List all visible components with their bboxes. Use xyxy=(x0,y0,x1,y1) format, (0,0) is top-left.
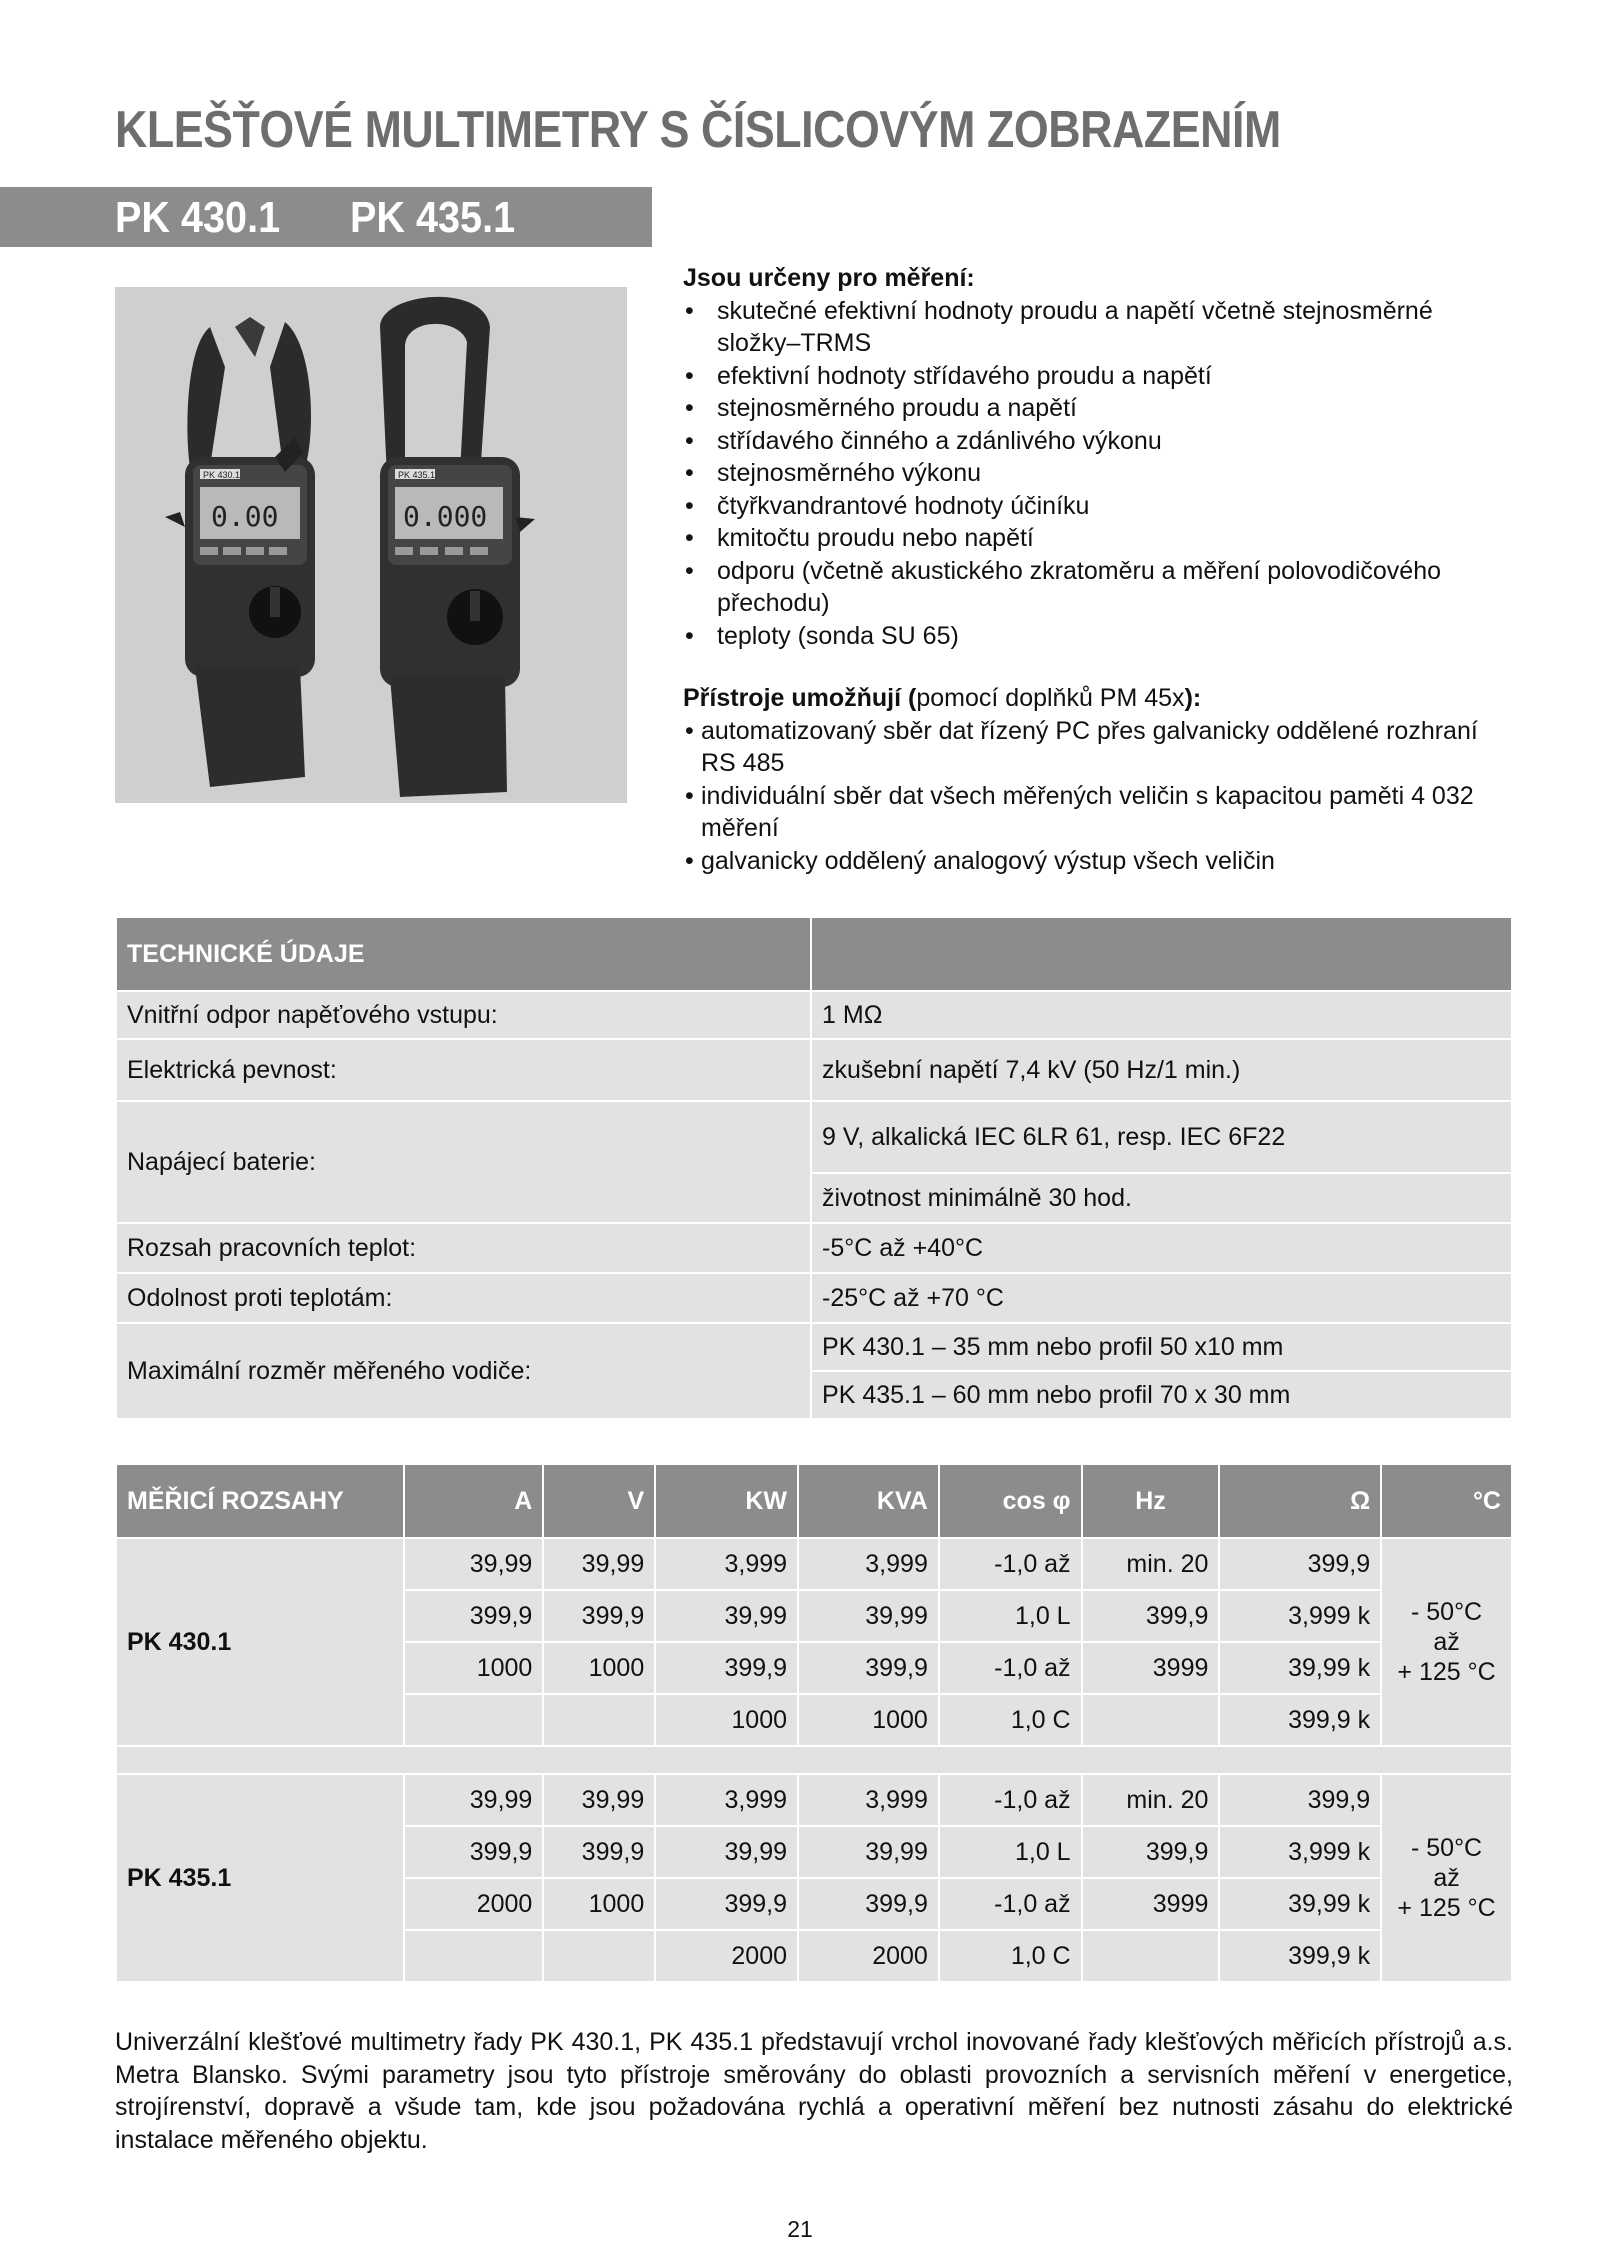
product-photo xyxy=(115,287,627,803)
table-cell-value: -25°C až +70 °C xyxy=(811,1273,1512,1323)
table-cell: 3,999 xyxy=(798,1538,939,1590)
list-item: • galvanicky oddělený analogový výstup všech veličin xyxy=(683,845,1513,878)
list-item: • čtyřkvandrantové hodnoty účiníku xyxy=(683,490,1513,523)
table-cell: 3999 xyxy=(1082,1642,1220,1694)
model-name-1: PK 430.1 xyxy=(115,193,281,242)
table-cell: 399,9 k xyxy=(1219,1694,1381,1746)
table-cell: 39,99 xyxy=(404,1774,544,1826)
table-cell xyxy=(404,1930,544,1982)
table-cell: 399,9 xyxy=(1219,1774,1381,1826)
temperature-range-cell: - 50°C až + 125 °C xyxy=(1381,1774,1512,1982)
table-cell xyxy=(1082,1930,1220,1982)
model-name-2: PK 435.1 xyxy=(350,193,516,242)
table-cell-label: Elektrická pevnost: xyxy=(116,1039,811,1101)
table-cell: 399,9 xyxy=(798,1878,939,1930)
temperature-range-cell: - 50°C až + 125 °C xyxy=(1381,1538,1512,1746)
table-cell: 1,0 C xyxy=(939,1694,1082,1746)
table-cell: 399,9 k xyxy=(1219,1930,1381,1982)
table-cell: 399,9 xyxy=(655,1642,798,1694)
table-row xyxy=(116,1774,1512,1826)
table-cell: -1,0 až xyxy=(939,1642,1082,1694)
section-heading-measurement: Jsou určeny pro měření: xyxy=(683,264,975,292)
column-header: Ω xyxy=(1219,1464,1381,1538)
model-cell: PK 435.1 xyxy=(116,1774,404,1982)
column-header: KW xyxy=(655,1464,798,1538)
table-cell: 1000 xyxy=(543,1878,655,1930)
table-cell xyxy=(543,1930,655,1982)
technical-data-table xyxy=(115,916,1513,1420)
measurement-list xyxy=(683,295,1513,653)
table-cell: min. 20 xyxy=(1082,1774,1220,1826)
list-item: • teploty (sonda SU 65) xyxy=(683,620,1513,653)
table-cell: 399,9 xyxy=(1219,1538,1381,1590)
page-number: 21 xyxy=(787,2216,813,2242)
column-header: A xyxy=(404,1464,544,1538)
table-cell: 39,99 xyxy=(543,1538,655,1590)
column-header: cos φ xyxy=(939,1464,1082,1538)
table-cell: -1,0 až xyxy=(939,1878,1082,1930)
table-cell: 1,0 L xyxy=(939,1826,1082,1878)
table-cell: 39,99 k xyxy=(1219,1642,1381,1694)
column-header: V xyxy=(543,1464,655,1538)
clamp-meters-illustration xyxy=(115,287,627,803)
table-cell: 399,9 xyxy=(1082,1590,1220,1642)
table-cell: 399,9 xyxy=(1082,1826,1220,1878)
table-separator-row xyxy=(116,1746,1512,1774)
list-item: • stejnosměrného proudu a napětí xyxy=(683,392,1513,425)
table-cell: 39,99 xyxy=(798,1590,939,1642)
capabilities-list xyxy=(683,715,1513,878)
table-cell: 1,0 L xyxy=(939,1590,1082,1642)
table-cell: 2000 xyxy=(798,1930,939,1982)
table-cell xyxy=(1082,1694,1220,1746)
table-cell: 3,999 k xyxy=(1219,1590,1381,1642)
table-cell: 2000 xyxy=(404,1878,544,1930)
table-cell: 2000 xyxy=(655,1930,798,1982)
table-cell-label: Odolnost proti teplotám: xyxy=(116,1273,811,1323)
table-cell: 399,9 xyxy=(404,1826,544,1878)
table-cell-value: 9 V, alkalická IEC 6LR 61, resp. IEC 6F22 xyxy=(811,1101,1512,1173)
column-header: Hz xyxy=(1082,1464,1220,1538)
model-band xyxy=(0,187,652,247)
table-cell: 399,9 xyxy=(543,1590,655,1642)
table-cell: 39,99 xyxy=(543,1774,655,1826)
list-item: • odporu (včetně akustického zkratoměru a měření polovodičového přechodu) xyxy=(683,555,1513,620)
svg-text:PK 435.1: PK 435.1 xyxy=(398,470,436,480)
list-item: • kmitočtu proudu nebo napětí xyxy=(683,522,1513,555)
table-cell: 3,999 k xyxy=(1219,1826,1381,1878)
table-cell-label: Rozsah pracovních teplot: xyxy=(116,1223,811,1273)
page-title: KLEŠŤOVÉ MULTIMETRY S ČÍSLICOVÝM ZOBRAZENÍM xyxy=(115,101,1281,159)
table-cell: 39,99 k xyxy=(1219,1878,1381,1930)
table-cell xyxy=(404,1694,544,1746)
table-cell: min. 20 xyxy=(1082,1538,1220,1590)
table-cell: 399,9 xyxy=(404,1590,544,1642)
list-item: • skutečné efektivní hodnoty proudu a napětí včetně stejnosměrné složky–TRMS xyxy=(683,295,1513,360)
display-readout-right: 0.000 xyxy=(403,500,488,533)
svg-text:PK 430.1: PK 430.1 xyxy=(203,470,241,480)
column-header: KVA xyxy=(798,1464,939,1538)
column-header: MĚŘICÍ ROZSAHY xyxy=(116,1464,404,1538)
table-cell: 399,9 xyxy=(798,1642,939,1694)
table-cell: -1,0 až xyxy=(939,1538,1082,1590)
list-item: • efektivní hodnoty střídavého proudu a napětí xyxy=(683,360,1513,393)
table-cell-label: Maximální rozměr měřeného vodiče: xyxy=(116,1323,811,1419)
table-cell: 39,99 xyxy=(798,1826,939,1878)
table-cell: 1000 xyxy=(404,1642,544,1694)
table-cell-label: Vnitřní odpor napěťového vstupu: xyxy=(116,991,811,1039)
table-cell-value: životnost minimálně 30 hod. xyxy=(811,1173,1512,1223)
table-cell: 1000 xyxy=(543,1642,655,1694)
table-cell xyxy=(543,1694,655,1746)
table-row xyxy=(116,1538,1512,1590)
feature-list xyxy=(683,262,1513,877)
table-cell: 39,99 xyxy=(655,1826,798,1878)
list-item: • střídavého činného a zdánlivého výkonu xyxy=(683,425,1513,458)
table-cell-value: 1 MΩ xyxy=(811,991,1512,1039)
display-readout-left: 0.00 xyxy=(211,500,279,533)
table-cell-value: zkušební napětí 7,4 kV (50 Hz/1 min.) xyxy=(811,1039,1512,1101)
table-cell: 39,99 xyxy=(655,1590,798,1642)
table-cell-value: PK 435.1 – 60 mm nebo profil 70 x 30 mm xyxy=(811,1371,1512,1419)
measurement-ranges-table xyxy=(115,1463,1513,1983)
table-cell: 399,9 xyxy=(543,1826,655,1878)
table-cell-value: PK 430.1 – 35 mm nebo profil 50 x10 mm xyxy=(811,1323,1512,1371)
table-cell: 3,999 xyxy=(798,1774,939,1826)
section-heading-capabilities: Přístroje umožňují (pomocí doplňků PM 45x): xyxy=(683,684,1202,712)
list-item: • stejnosměrného výkonu xyxy=(683,457,1513,490)
table-cell: -1,0 až xyxy=(939,1774,1082,1826)
table-cell: 39,99 xyxy=(404,1538,544,1590)
description-paragraph: Univerzální klešťové multimetry řady PK 430.1, PK 435.1 představují vrchol inovované řady klešťových měřicích přístrojů a.s. Metra Blansko. Svými parametry jsou tyto přístroje směrovány do oblasti provozních a servisních měření v energetice, strojírenství, dopravě a všude tam, kde jsou požadována rychlá a operativní měření bez nutnosti zásahu do elektrické instalace měřeného objektu. xyxy=(115,2028,1513,2154)
table-cell: 399,9 xyxy=(655,1878,798,1930)
list-item: • automatizovaný sběr dat řízený PC přes galvanicky oddělené rozhraní RS 485 xyxy=(683,715,1513,780)
table-cell: 1,0 C xyxy=(939,1930,1082,1982)
table-cell: 3999 xyxy=(1082,1878,1220,1930)
table-cell-label: Napájecí baterie: xyxy=(116,1101,811,1223)
model-cell: PK 430.1 xyxy=(116,1538,404,1746)
table-cell-value: -5°C až +40°C xyxy=(811,1223,1512,1273)
table-cell: 1000 xyxy=(655,1694,798,1746)
table-cell: 1000 xyxy=(798,1694,939,1746)
table-header: TECHNICKÉ ÚDAJE xyxy=(116,917,811,991)
list-item: • individuální sběr dat všech měřených veličin s kapacitou paměti 4 032 měření xyxy=(683,780,1513,845)
table-cell: 3,999 xyxy=(655,1774,798,1826)
table-cell: 3,999 xyxy=(655,1538,798,1590)
column-header: °C xyxy=(1381,1464,1512,1538)
